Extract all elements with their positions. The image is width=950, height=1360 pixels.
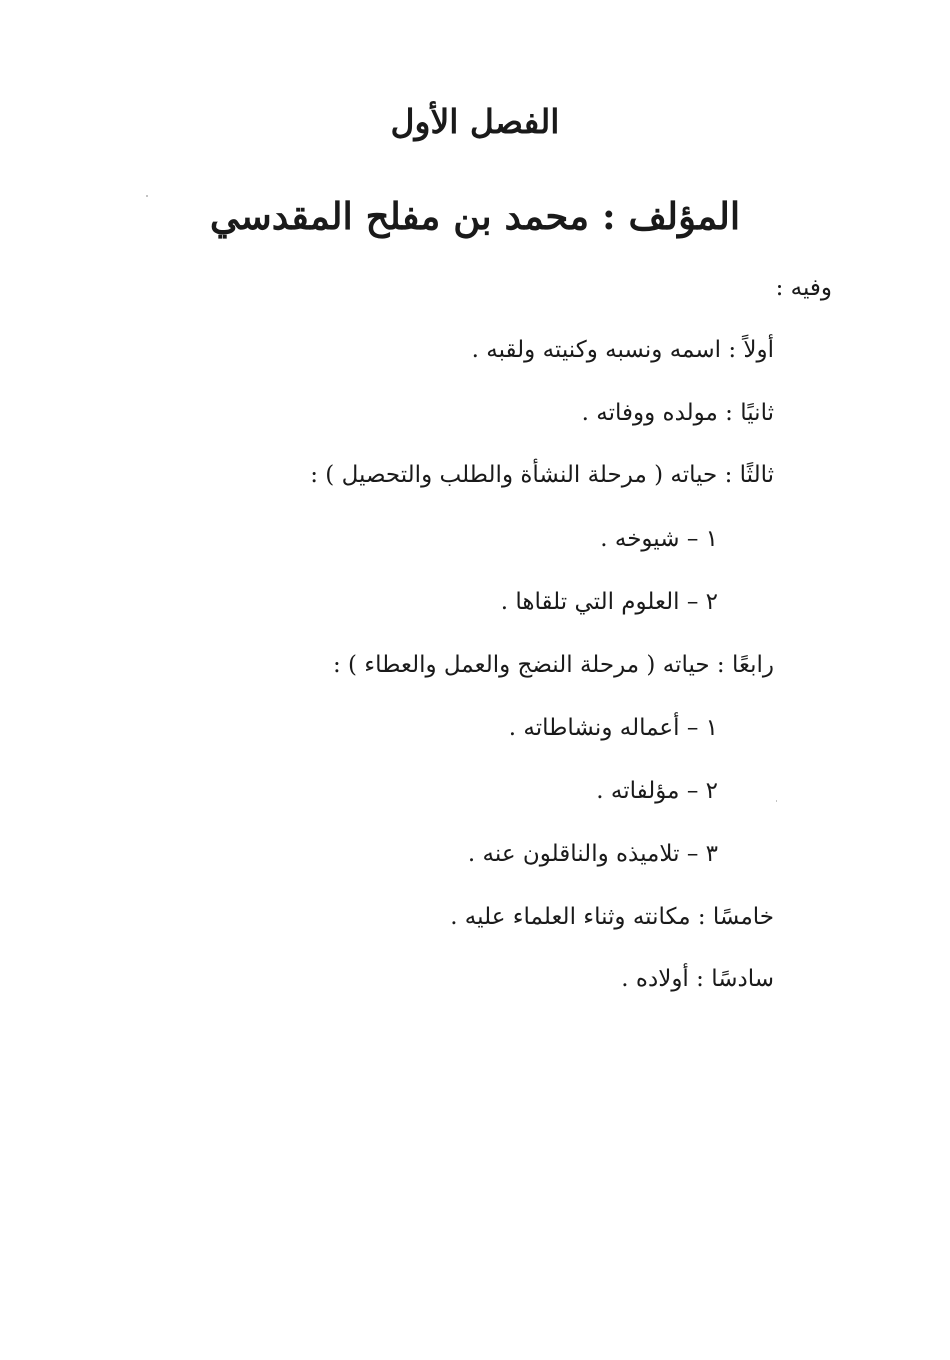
chapter-title: الفصل الأول [390,102,560,141]
sub-list-item: ١ – شيوخه . [600,526,718,552]
sub-list-item: ٢ – العلوم التي تلقاها . [500,589,718,615]
scan-speck [776,800,777,802]
scan-speck [146,195,148,197]
sub-list-item: ٣ – تلاميذه والناقلون عنه . [467,841,718,867]
list-item: رابعًا : حياته ( مرحلة النضج والعمل والعطاء ) : [332,652,774,678]
list-item: ثالثًا : حياته ( مرحلة النشأة والطلب والتحصيل ) : [310,462,774,488]
list-item: أولاً : اسمه ونسبه وكنيته ولقبه . [471,337,774,363]
list-item: سادسًا : أولاده . [621,966,774,992]
contents-intro: وفيه : [775,275,832,301]
author-heading: المؤلف : محمد بن مفلح المقدسي [209,194,741,238]
list-item: ثانيًا : مولده ووفاته . [581,400,774,426]
list-item: خامسًا : مكانته وثناء العلماء عليه . [450,904,774,930]
sub-list-item: ٢ – مؤلفاته . [596,778,718,804]
sub-list-item: ١ – أعماله ونشاطاته . [508,715,718,741]
